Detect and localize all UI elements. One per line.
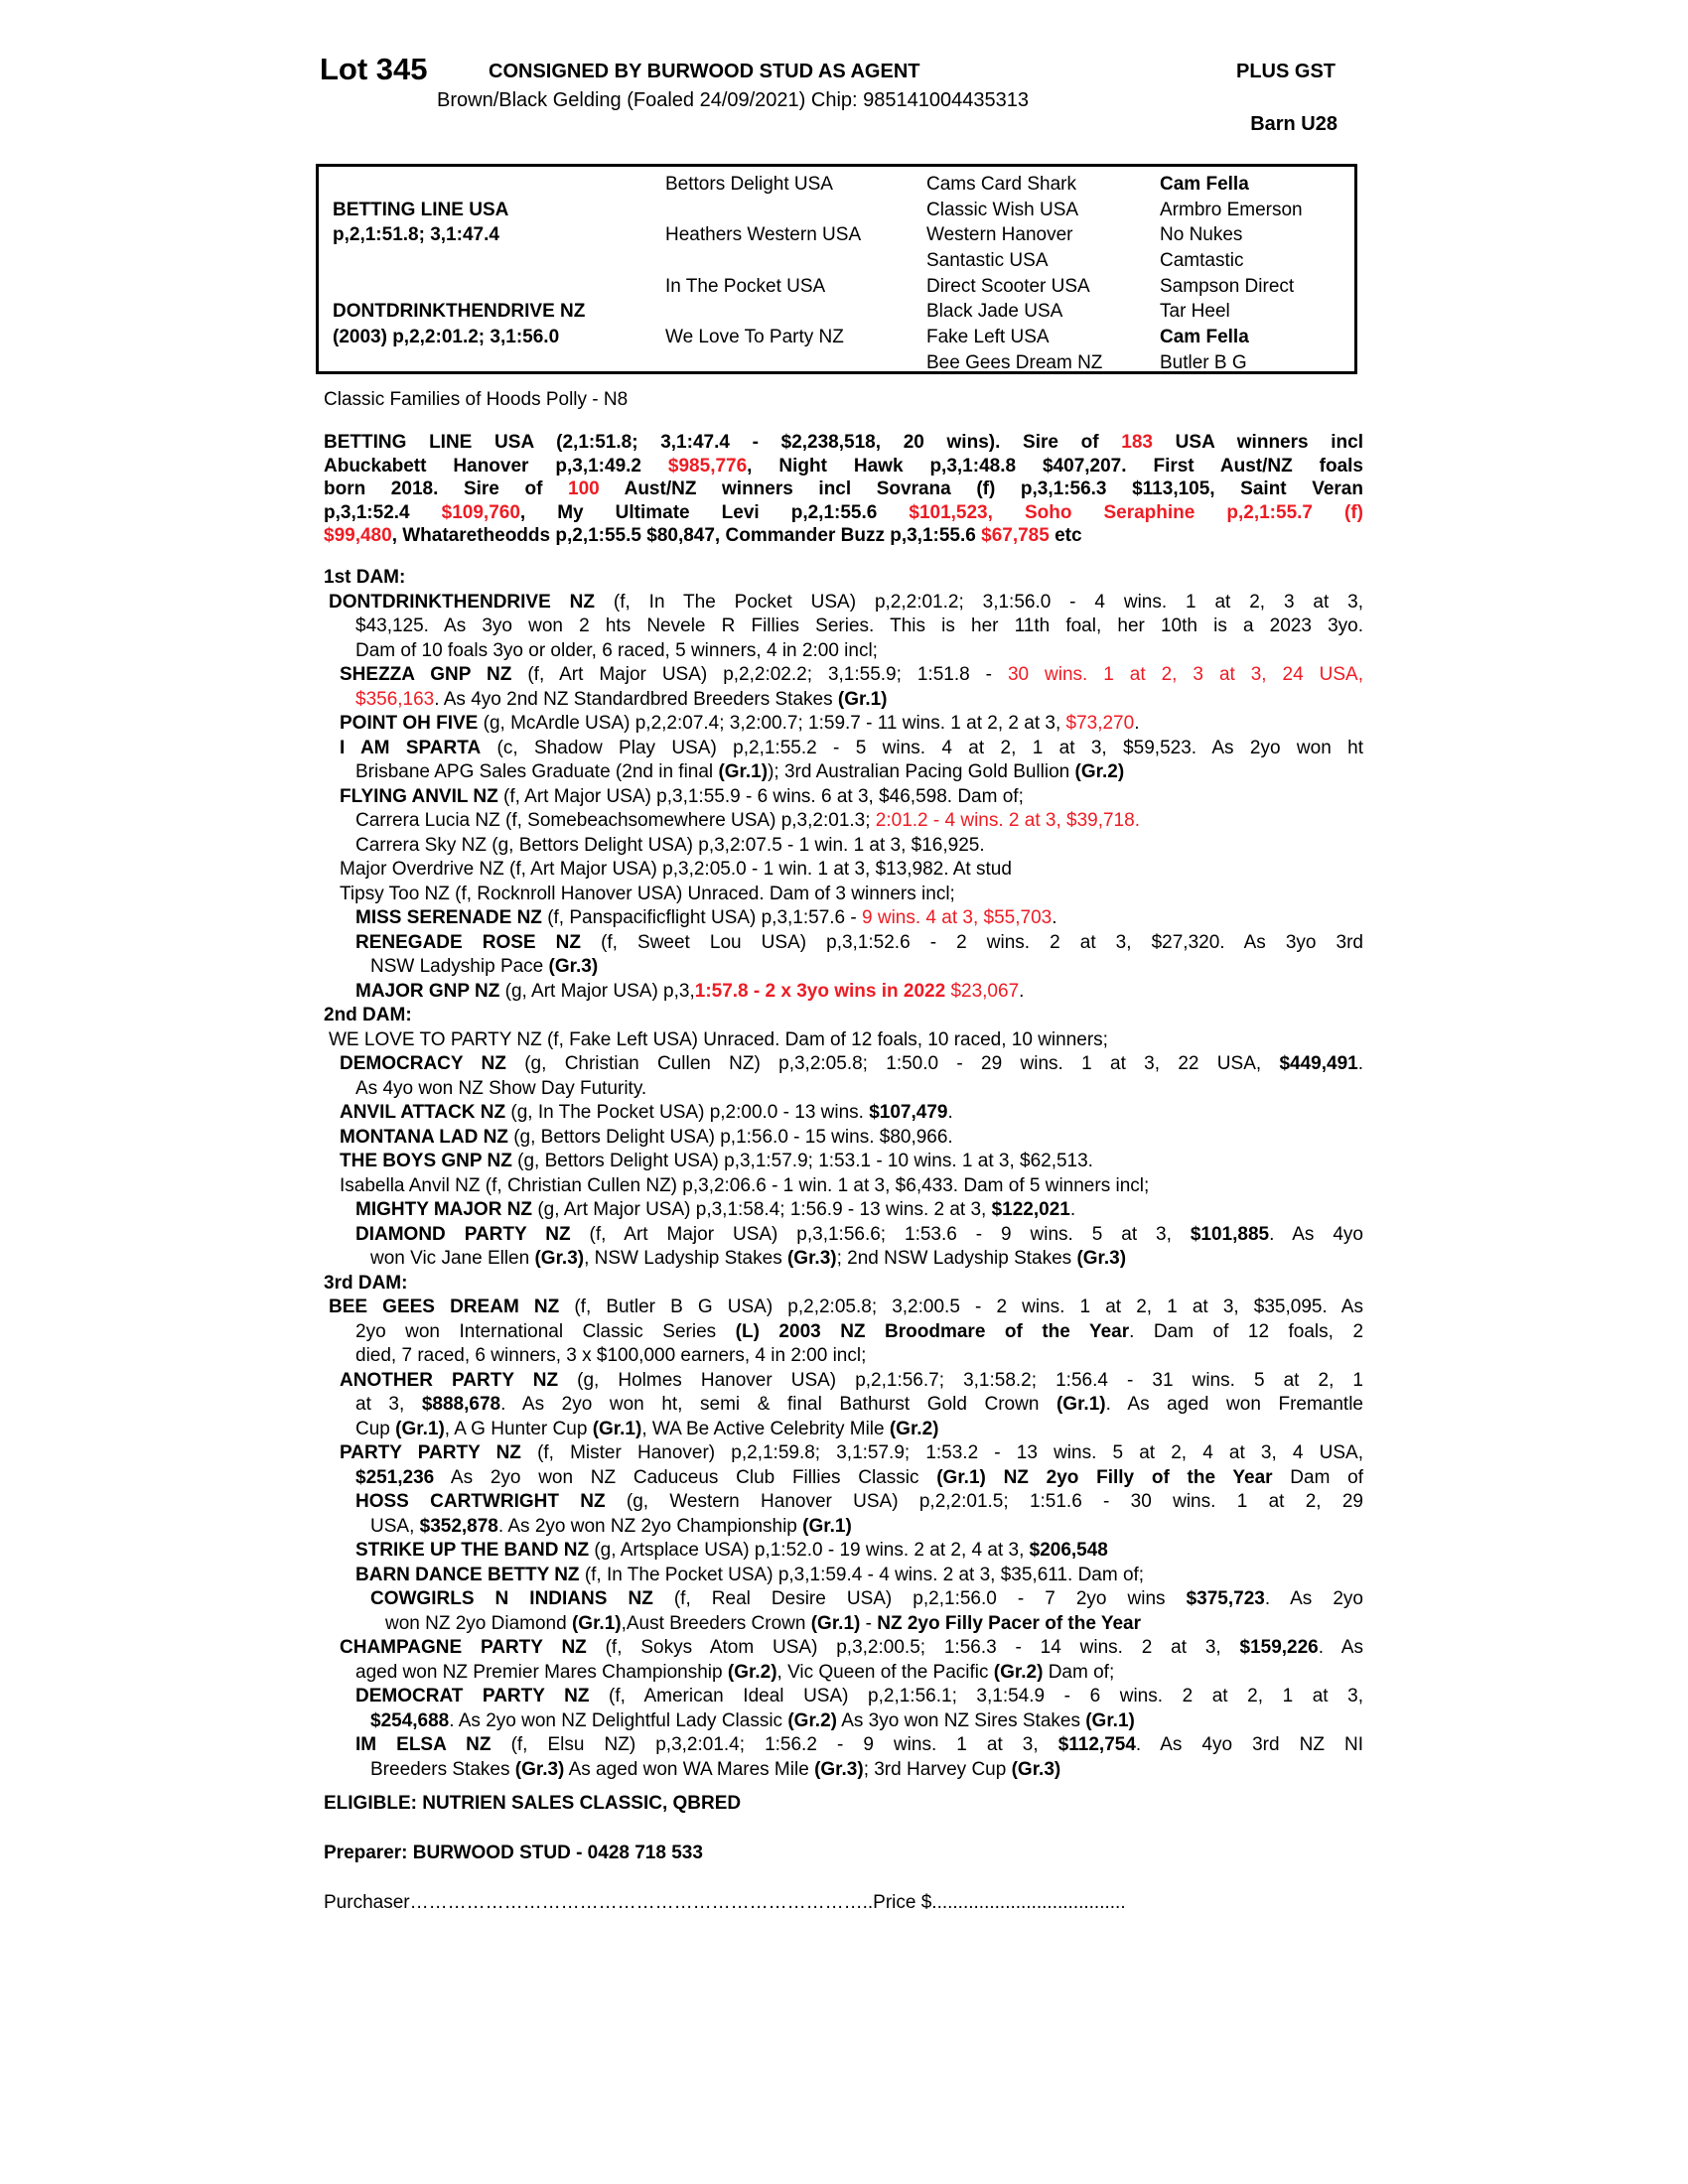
- pedigree-entry: Armbro Emerson: [1160, 199, 1303, 220]
- pedigree-entry: p,2,1:51.8; 3,1:47.4: [333, 224, 499, 246]
- text-line: 1st DAM:: [324, 567, 406, 588]
- text-line: BEE GEES DREAM NZ (f, Butler B G USA) p,2,2:05.8; 3,2:00.5 - 2 wins. 1 at 2, 1 at 3, $35,095. As: [329, 1297, 1363, 1317]
- pedigree-entry: [665, 299, 861, 325]
- barn-label: Barn U28: [1250, 113, 1337, 135]
- pedigree-entry: Cam Fella: [1160, 327, 1249, 348]
- text-line: $43,125. As 3yo won 2 hts Nevele R Fillies Series. This is her 11th foal, her 10th is a 2023 3yo.: [355, 615, 1363, 636]
- preparer-line: Preparer: BURWOOD STUD - 0428 718 533: [324, 1843, 703, 1863]
- pedigree-entry: [665, 350, 861, 376]
- text-line: CHAMPAGNE PARTY NZ (f, Sokys Atom USA) p,3,2:00.5; 1:56.3 - 14 wins. 2 at 3, $159,226. As: [340, 1637, 1363, 1658]
- text-line: Isabella Anvil NZ (f, Christian Cullen NZ) p,3,2:06.6 - 1 win. 1 at 3, $6,433. Dam of 5 winners incl;: [340, 1174, 1150, 1196]
- text-line: ANVIL ATTACK NZ (g, In The Pocket USA) p,2:00.0 - 13 wins. $107,479.: [340, 1102, 953, 1123]
- text-line: 3rd DAM:: [324, 1272, 408, 1294]
- pedigree-entry: BETTING LINE USA: [333, 199, 509, 220]
- text-line: DEMOCRAT PARTY NZ (f, American Ideal USA) p,2,1:56.1; 3,1:54.9 - 6 wins. 2 at 2, 1 at 3,: [355, 1686, 1363, 1706]
- text-line: DIAMOND PARTY NZ (f, Art Major USA) p,3,1:56.6; 1:53.6 - 9 wins. 5 at 3, $101,885. As 4yo: [355, 1223, 1363, 1245]
- text-line: $254,688. As 2yo won NZ Delightful Lady Classic (Gr.2) As 3yo won NZ Sires Stakes (Gr.1): [370, 1709, 1135, 1731]
- text-line: born 2018. Sire of 100 Aust/NZ winners incl Sovrana (f) p,3,1:56.3 $113,105, Saint Veran: [324, 478, 1363, 499]
- text-line: BARN DANCE BETTY NZ (f, In The Pocket USA) p,3,1:59.4 - 4 wins. 2 at 3, $35,611. Dam of;: [355, 1564, 1145, 1585]
- text-line: Major Overdrive NZ (f, Art Major USA) p,3,2:05.0 - 1 win. 1 at 3, $13,982. At stud: [340, 859, 1012, 880]
- pedigree-entry: Direct Scooter USA: [926, 275, 1090, 297]
- text-line: USA, $352,878. As 2yo won NZ 2yo Championship (Gr.1): [370, 1515, 852, 1537]
- purchaser-line: Purchaser………………………………………………………………..Price $.....................................: [324, 1892, 1126, 1913]
- text-line: $99,480, Whataretheodds p,2,1:55.5 $80,847, Commander Buzz p,3,1:55.6 $67,785 etc: [324, 525, 1082, 546]
- pedigree-entry: Sampson Direct: [1160, 275, 1295, 297]
- pedigree-col-grandparents: [665, 172, 861, 376]
- pedigree-entry: Tar Heel: [1160, 301, 1230, 323]
- pedigree-col-gggrandparents: [1160, 172, 1303, 376]
- text-line: Carrera Lucia NZ (f, Somebeachsomewhere USA) p,3,2:01.3; 2:01.2 - 4 wins. 2 at 3, $39,718.: [355, 810, 1140, 831]
- pedigree-entry: [333, 172, 585, 198]
- pedigree-entry: [333, 350, 585, 376]
- text-line: COWGIRLS N INDIANS NZ (f, Real Desire USA) p,2,1:56.0 - 7 2yo wins $375,723. As 2yo: [370, 1588, 1363, 1609]
- text-line: PARTY PARTY NZ (f, Mister Hanover) p,2,1:59.8; 3,1:57.9; 1:53.2 - 13 wins. 5 at 2, 4 at 3, 4 USA,: [340, 1442, 1363, 1463]
- pedigree-entry: In The Pocket USA: [665, 275, 826, 297]
- text-line: POINT OH FIVE (g, McArdle USA) p,2,2:07.4; 3,2:00.7; 1:59.7 - 11 wins. 1 at 2, 2 at 3, $73,270.: [340, 713, 1140, 734]
- text-line: $356,163. As 4yo 2nd NZ Standardbred Breeders Stakes (Gr.1): [355, 688, 888, 710]
- pedigree-entry: (2003) p,2,2:01.2; 3,1:56.0: [333, 327, 560, 348]
- text-line: FLYING ANVIL NZ (f, Art Major USA) p,3,1:55.9 - 6 wins. 6 at 3, $46,598. Dam of;: [340, 785, 1024, 807]
- text-line: won Vic Jane Ellen (Gr.3), NSW Ladyship Stakes (Gr.3); 2nd NSW Ladyship Stakes (Gr.3): [370, 1248, 1127, 1269]
- pedigree-entry: Black Jade USA: [926, 301, 1063, 323]
- pedigree-entry: Butler B G: [1160, 351, 1247, 373]
- text-line: DONTDRINKTHENDRIVE NZ (f, In The Pocket USA) p,2,2:01.2; 3,1:56.0 - 4 wins. 1 at 2, 3 at 3,: [329, 591, 1363, 613]
- text-line: I AM SPARTA (c, Shadow Play USA) p,2,1:55.2 - 5 wins. 4 at 2, 1 at 3, $59,523. As 2yo won ht: [340, 737, 1363, 758]
- pedigree-entry: [665, 248, 861, 274]
- pedigree-entry: Camtastic: [1160, 250, 1244, 272]
- pedigree-entry: [333, 274, 585, 300]
- plus-gst-label: PLUS GST: [1235, 61, 1336, 82]
- consignor-title: CONSIGNED BY BURWOOD STUD AS AGENT: [489, 61, 920, 82]
- text-line: Abuckabett Hanover p,3,1:49.2 $985,776, Night Hawk p,3,1:48.8 $407,207. First Aust/NZ foals: [324, 455, 1363, 477]
- text-line: 2yo won International Classic Series (L) 2003 NZ Broodmare of the Year. Dam of 12 foals, 2: [355, 1320, 1364, 1342]
- pedigree-entry: Classic Wish USA: [926, 199, 1079, 220]
- pedigree-entry: Santastic USA: [926, 250, 1049, 272]
- text-line: NSW Ladyship Pace (Gr.3): [370, 956, 599, 977]
- text-line: IM ELSA NZ (f, Elsu NZ) p,3,2:01.4; 1:56.2 - 9 wins. 1 at 3, $112,754. As 4yo 3rd NZ NI: [355, 1734, 1363, 1755]
- pedigree-text: [324, 566, 1363, 1782]
- text-line: DEMOCRACY NZ (g, Christian Cullen NZ) p,3,2:05.8; 1:50.0 - 29 wins. 1 at 3, 22 USA, $449,491.: [340, 1053, 1364, 1074]
- text-line: 2nd DAM:: [324, 1005, 412, 1025]
- pedigree-entry: Bettors Delight USA: [665, 174, 833, 195]
- pedigree-entry: No Nukes: [1160, 224, 1243, 246]
- text-line: MONTANA LAD NZ (g, Bettors Delight USA) p,1:56.0 - 15 wins. $80,966.: [340, 1126, 953, 1148]
- text-line: RENEGADE ROSE NZ (f, Sweet Lou USA) p,3,1:52.6 - 2 wins. 2 at 3, $27,320. As 3yo 3rd: [355, 931, 1363, 953]
- family-note: Classic Families of Hoods Polly - N8: [324, 389, 629, 410]
- text-line: As 4yo won NZ Show Day Futurity.: [355, 1077, 647, 1099]
- pedigree-entry: DONTDRINKTHENDRIVE NZ: [333, 301, 586, 323]
- text-line: Brisbane APG Sales Graduate (2nd in final (Gr.1)); 3rd Australian Pacing Gold Bullion (Gr.2): [355, 761, 1125, 782]
- pedigree-entry: [333, 248, 585, 274]
- text-line: MIGHTY MAJOR NZ (g, Art Major USA) p,3,1:58.4; 1:56.9 - 13 wins. 2 at 3, $122,021.: [355, 1199, 1076, 1220]
- pedigree-entry: Western Hanover: [926, 224, 1073, 246]
- pedigree-entry: [665, 198, 861, 223]
- text-line: p,3,1:52.4 $109,760, My Ultimate Levi p,2,1:55.6 $101,523, Soho Seraphine p,2,1:55.7 (f): [324, 501, 1364, 523]
- text-line: ANOTHER PARTY NZ (g, Holmes Hanover USA) p,2,1:56.7; 3,1:58.2; 1:56.4 - 31 wins. 5 at 2, 1: [340, 1369, 1363, 1391]
- pedigree-entry: Bee Gees Dream NZ: [926, 351, 1103, 373]
- text-line: THE BOYS GNP NZ (g, Bettors Delight USA) p,3,1:57.9; 1:53.1 - 10 wins. 1 at 3, $62,513.: [340, 1151, 1093, 1171]
- text-line: SHEZZA GNP NZ (f, Art Major USA) p,2,2:02.2; 3,1:55.9; 1:51.8 - 30 wins. 1 at 2, 3 at 3, 24 USA,: [340, 664, 1363, 685]
- text-line: won NZ 2yo Diamond (Gr.1),Aust Breeders Crown (Gr.1) - NZ 2yo Filly Pacer of the Year: [385, 1612, 1142, 1634]
- sire-summary: [324, 431, 1363, 548]
- horse-description: Brown/Black Gelding (Foaled 24/09/2021) Chip: 985141004435313: [437, 89, 1029, 111]
- pedigree-entry: Fake Left USA: [926, 327, 1050, 348]
- text-line: Breeders Stakes (Gr.3) As aged won WA Mares Mile (Gr.3); 3rd Harvey Cup (Gr.3): [370, 1758, 1061, 1780]
- text-line: Dam of 10 foals 3yo or older, 6 raced, 5 winners, 4 in 2:00 incl;: [355, 639, 878, 661]
- text-line: Cup (Gr.1), A G Hunter Cup (Gr.1), WA Be Active Celebrity Mile (Gr.2): [355, 1418, 939, 1439]
- text-line: $251,236 As 2yo won NZ Caduceus Club Fillies Classic (Gr.1) NZ 2yo Filly of the Year Dam of: [355, 1466, 1363, 1488]
- text-line: MISS SERENADE NZ (f, Panspacificflight USA) p,3,1:57.6 - 9 wins. 4 at 3, $55,703.: [355, 907, 1057, 928]
- text-line: HOSS CARTWRIGHT NZ (g, Western Hanover USA) p,2,2:01.5; 1:51.6 - 30 wins. 1 at 2, 29: [355, 1491, 1363, 1512]
- pedigree-entry: Cams Card Shark: [926, 174, 1076, 195]
- pedigree-entry: Cam Fella: [1160, 174, 1249, 195]
- text-line: at 3, $888,678. As 2yo won ht, semi & final Bathurst Gold Crown (Gr.1). As aged won Fremantle: [355, 1394, 1363, 1415]
- text-line: MAJOR GNP NZ (g, Art Major USA) p,3,1:57.8 - 2 x 3yo wins in 2022 $23,067.: [355, 980, 1025, 1002]
- pedigree-col-greatgrandparents: [926, 172, 1102, 376]
- text-line: Carrera Sky NZ (g, Bettors Delight USA) p,3,2:07.5 - 1 win. 1 at 3, $16,925.: [355, 834, 985, 856]
- pedigree-entry: We Love To Party NZ: [665, 327, 844, 348]
- pedigree-table: [316, 164, 1357, 374]
- text-line: aged won NZ Premier Mares Championship (Gr.2), Vic Queen of the Pacific (Gr.2) Dam of;: [355, 1661, 1115, 1683]
- text-line: BETTING LINE USA (2,1:51.8; 3,1:47.4 - $2,238,518, 20 wins). Sire of 183 USA winners incl: [324, 432, 1363, 453]
- text-line: STRIKE UP THE BAND NZ (g, Artsplace USA) p,1:52.0 - 19 wins. 2 at 2, 4 at 3, $206,548: [355, 1540, 1108, 1561]
- text-line: WE LOVE TO PARTY NZ (f, Fake Left USA) Unraced. Dam of 12 foals, 10 raced, 10 winners;: [329, 1028, 1108, 1050]
- text-line: died, 7 raced, 6 winners, 3 x $100,000 earners, 4 in 2:00 incl;: [355, 1345, 867, 1366]
- lot-number: Lot 345: [320, 52, 428, 86]
- text-line: Tipsy Too NZ (f, Rocknroll Hanover USA) Unraced. Dam of 3 winners incl;: [340, 883, 955, 904]
- pedigree-col-sire-dam: [333, 172, 585, 376]
- eligibility-line: ELIGIBLE: NUTRIEN SALES CLASSIC, QBRED: [324, 1793, 742, 1814]
- pedigree-entry: Heathers Western USA: [665, 224, 862, 246]
